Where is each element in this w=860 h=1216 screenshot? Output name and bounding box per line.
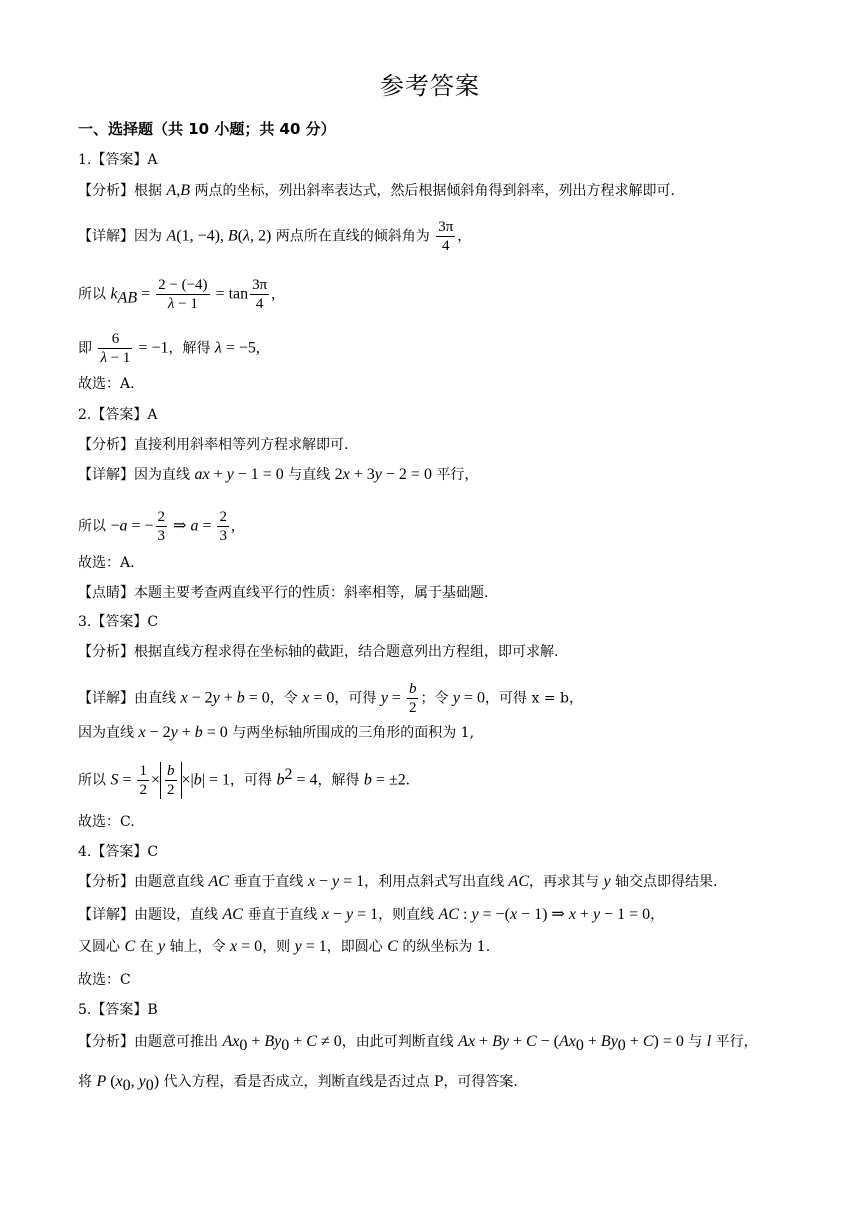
q3-area: 所以 S = $\frac{1}{2}$ × $\frac{b}{2}$ ×|b| = 1，可得 $b^2 = 4$，解得 b = ±2. [78,763,410,798]
q2-result: 所以 −a = − $\frac{2}{3}$ ⇒ a = $\frac{2}{3}$ , [78,509,235,544]
q2-analysis: 【分析】直接利用斜率相等列方程求解即可. [78,437,349,453]
q2-choose: 故选：A. [78,555,135,571]
fraction: $\frac{6}{\lambda - 1}$ [100,331,131,366]
q4-choose: 故选：C [78,972,131,988]
q1-choose: 故选：A. [78,376,135,392]
fraction: $\frac{3\pi}{4}$ [252,277,268,312]
fraction: $\frac{b}{2}$ [167,763,175,798]
q3-answer: 3.【答案】C [78,614,159,630]
q2-note: 【点睛】本题主要考查两直线平行的性质：斜率相等，属于基础题. [78,585,489,601]
q4-detail: 【详解】由题设，直线 AC 垂直于直线 x − y = 1，则直线 AC : y = −(x − 1) ⇒ x + y − 1 = 0， [78,906,665,923]
q1-analysis: 【分析】根据 A,B 两点的坐标，列出斜率表达式，然后根据倾斜角得到斜率，列出方程求解即可. [78,182,675,199]
q4-center: 又圆心 C 在 y 轴上，令 x = 0，则 y = 1，即圆心 C 的纵坐标为 1. [78,938,491,955]
q3-detail: 【详解】由直线 x − 2y + b = 0，令 x = 0，可得 y = $\frac{b}{2}$ ；令 y = 0，可得 x = b， [78,681,583,716]
q5-answer: 5.【答案】B [78,1002,158,1018]
fraction: $\frac{1}{2}$ [139,763,147,798]
page-title: 参考答案 [380,72,480,100]
q5-substitute: 将 P ($x_0$, $y_0$) 代入方程，看是否成立，判断直线是否过点 P，可得答案. [78,1073,518,1094]
q3-because: 因为直线 x − 2y + b = 0 与两坐标轴所围成的三角形的面积为 1, [78,724,475,741]
q2-answer: 2.【答案】A [78,407,158,423]
q1-answer: 1.【答案】A [78,152,158,168]
q3-analysis: 【分析】根据直线方程求得在坐标轴的截距，结合题意列出方程组，即可求解. [78,644,559,660]
q2-detail: 【详解】因为直线 ax + y − 1 = 0 与直线 2x + 3y − 2 = 0 平行， [78,466,479,483]
section-heading: 一、选择题（共 10 小题；共 40 分） [78,120,336,138]
fraction: $\frac{2}{3}$ [219,509,227,544]
q1-detail: 【详解】因为 A(1, −4), B(λ, 2) 两点所在直线的倾斜角为 $\frac{3\pi}{4}$ ， [78,219,472,254]
q4-analysis: 【分析】由题意直线 AC 垂直于直线 x − y = 1，利用点斜式写出直线 AC，再求其与 y 轴交点即得结果. [78,873,718,890]
q3-choose: 故选：C. [78,814,135,830]
fraction: $\frac{b}{2}$ [408,681,417,716]
fraction: $\frac{3\pi}{4}$ [438,219,454,254]
fraction: $\frac{2 - (-4)}{\lambda - 1}$ [158,277,208,312]
q5-analysis: 【分析】由题意可推出 $Ax_0 + By_0 + C \ne 0$，由此可判断直线 $Ax + By + C - (Ax_0 + By_0 + C) = 0$ 与 l 平行， [78,1033,758,1054]
q1-slope: 所以 $k_{AB}$ = $\frac{2 - (-4)}{\lambda - 1}$ = tan $\frac{3\pi}{4}$ , [78,277,276,312]
q4-answer: 4.【答案】C [78,844,159,860]
q1-equation: 即 $\frac{6}{\lambda - 1}$ = −1，解得 λ = −5, [78,331,260,366]
fraction: $\frac{2}{3}$ [157,509,166,544]
